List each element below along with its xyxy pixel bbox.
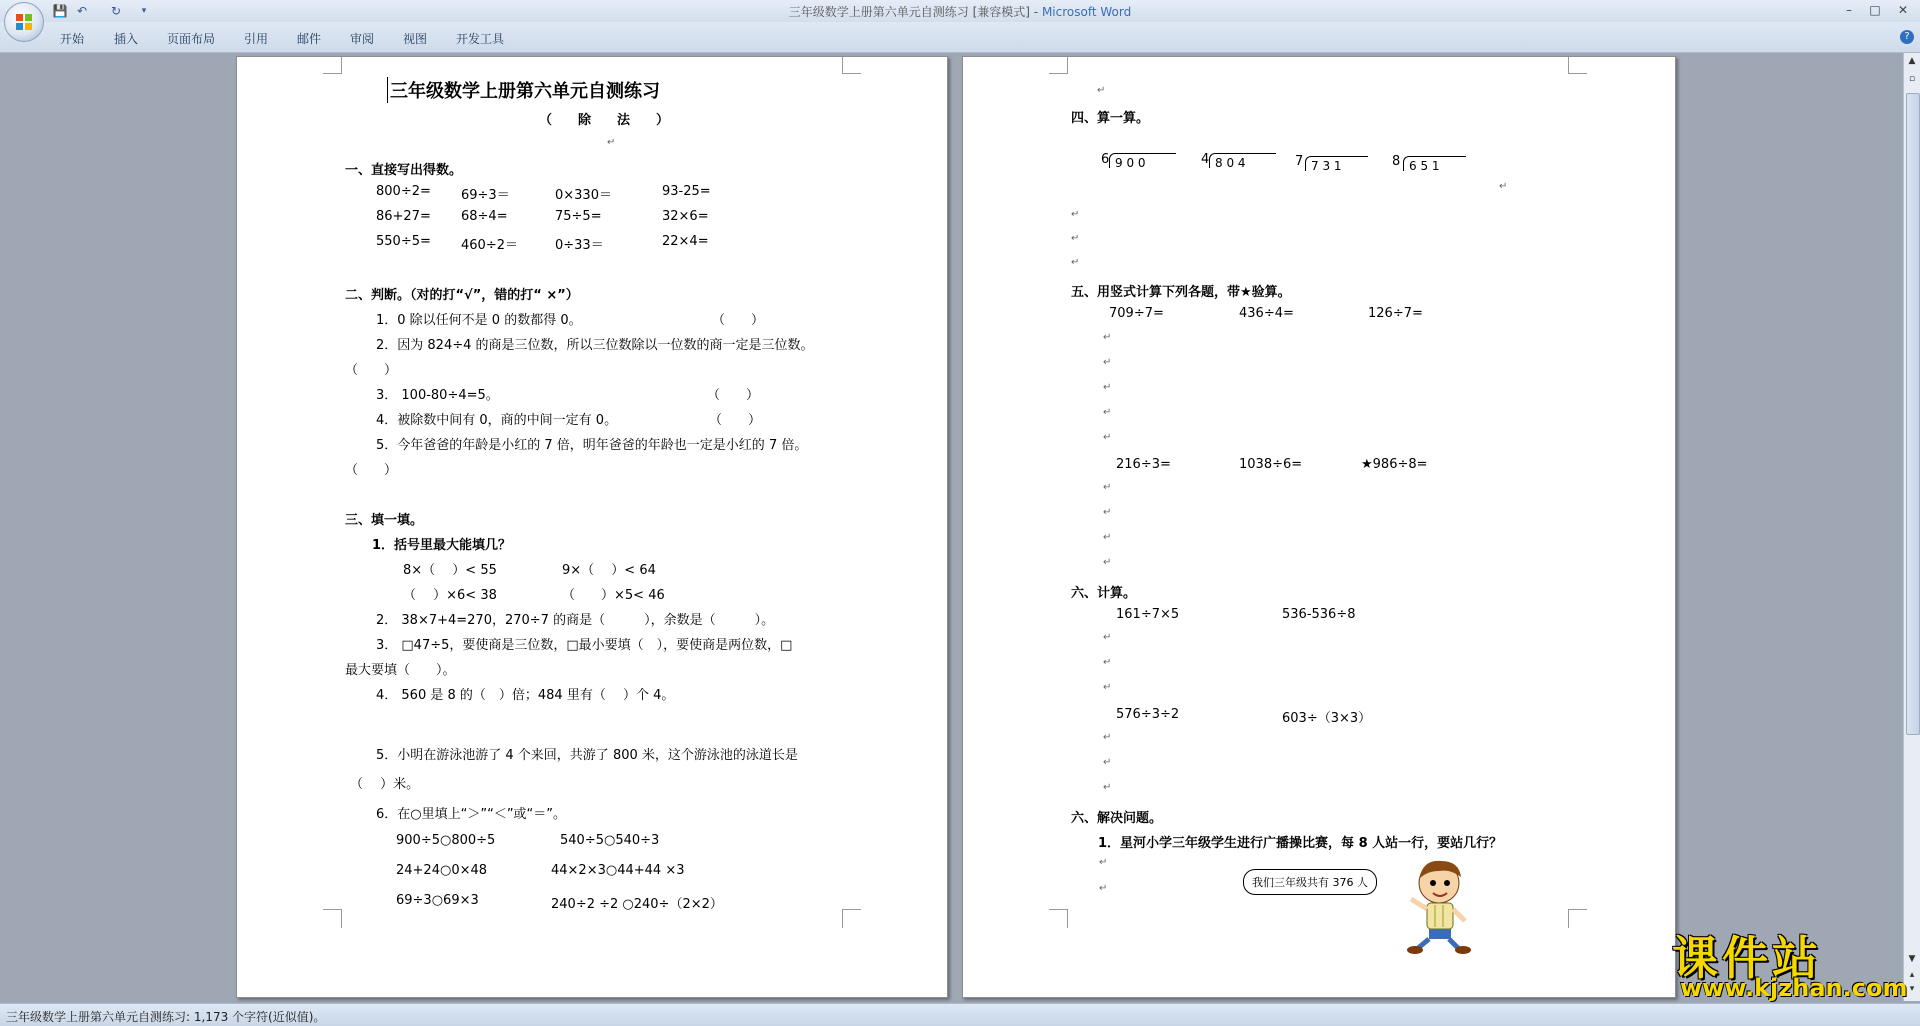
fill-question: 2． 38×7+4=270，270÷7 的商是（ ），余数是（ ）。 — [376, 613, 775, 628]
redo-icon[interactable]: ↻ — [110, 4, 122, 18]
fill-item: 8×（ ）< 55 — [403, 563, 497, 578]
judge-item: 5．今年爸爸的年龄是小红的 7 倍，明年爸爸的年龄也一定是小红的 7 倍。 — [376, 438, 808, 453]
watermark-logo — [1672, 922, 1908, 1002]
compare-item: 240÷2 ÷2 ○240÷（2×2） — [551, 897, 723, 912]
watermark-title: 课件站 — [1672, 931, 1822, 985]
cartoon-boy-icon — [1403, 855, 1479, 955]
calc-item: 536-536÷8 — [1282, 607, 1356, 622]
compare-item: 44×2×3○44+44 ×3 — [551, 863, 685, 878]
calc-item: 75÷5= — [555, 209, 602, 224]
fill-question: （ ）米。 — [350, 777, 420, 792]
compare-item: 69÷3○69×3 — [396, 893, 479, 908]
judge-item: 3． 100-80÷4=5。 — [376, 388, 499, 403]
calc-item: 86+27= — [376, 209, 431, 224]
ribbon-tabs — [0, 22, 1920, 53]
speech-bubble: 我们三年级共有 376 人 — [1243, 869, 1377, 895]
paragraph-mark: ↵ — [1103, 757, 1112, 768]
office-logo-icon — [15, 13, 33, 31]
next-page-icon[interactable]: ▾ — [1909, 984, 1915, 994]
tab-insert[interactable]: 插入 — [114, 32, 139, 46]
tab-review[interactable]: 审阅 — [350, 32, 375, 46]
crop-mark — [323, 909, 342, 928]
paragraph-mark: ↵ — [1103, 782, 1112, 793]
document-page-1[interactable] — [236, 56, 948, 998]
paragraph-mark: ↵ — [1103, 657, 1112, 668]
fill-question: 6．在○里填上“＞”“＜”或“＝”。 — [376, 807, 567, 822]
tab-home[interactable]: 开始 — [60, 32, 85, 46]
tab-view[interactable]: 视图 — [403, 32, 428, 46]
section-1-heading: 一、直接写出得数。 — [345, 163, 463, 178]
fill-item: （ ）×6< 38 — [403, 588, 497, 603]
paragraph-mark: ↵ — [1099, 883, 1108, 894]
calc-item: 550÷5= — [376, 234, 431, 249]
minimize-icon[interactable]: – — [1846, 3, 1852, 17]
calc-item: 460÷2＝ — [461, 238, 518, 253]
divisor: 4 — [1201, 152, 1210, 167]
compare-item: 900÷5○800÷5 — [396, 833, 496, 848]
calc-item: 576÷3÷2 — [1116, 707, 1180, 722]
divisor: 6 — [1101, 152, 1110, 167]
paragraph-mark: ↵ — [1103, 332, 1112, 343]
status-text: 三年级数学上册第六单元自测练习: 1,173 个字符(近似值)。 — [6, 1010, 326, 1024]
help-icon[interactable]: ? — [1900, 30, 1914, 44]
vertical-calc-item: 436÷4= — [1239, 306, 1294, 321]
paragraph-mark: ↵ — [1499, 181, 1508, 192]
tab-developer[interactable]: 开发工具 — [456, 32, 505, 46]
document-page-2[interactable] — [962, 56, 1676, 998]
fill-question: 1．括号里最大能填几？ — [372, 538, 512, 553]
crop-mark — [1568, 57, 1587, 74]
calc-item: 603÷（3×3） — [1282, 711, 1372, 726]
answer-bracket[interactable]: （ ） — [345, 363, 398, 378]
answer-bracket[interactable]: （ ） — [345, 463, 398, 478]
fill-question: 4． 560 是 8 的（ ）倍；484 里有（ ）个 4。 — [376, 688, 675, 703]
paragraph-mark: ↵ — [1103, 357, 1112, 368]
vertical-calc-item: 1038÷6= — [1239, 457, 1303, 472]
watermark-url: www.kjzhan.com — [1680, 974, 1908, 1002]
answer-bracket[interactable]: （ ） — [712, 313, 765, 328]
judge-item: 4．被除数中间有 0，商的中间一定有 0。 — [376, 413, 618, 428]
save-icon[interactable]: 💾 — [52, 4, 68, 18]
tab-references[interactable]: 引用 — [244, 32, 269, 46]
section-4-heading: 四、算一算。 — [1071, 111, 1150, 126]
dividend: 9 0 0 — [1115, 156, 1146, 170]
paragraph-mark: ↵ — [1103, 532, 1112, 543]
calc-item: 69÷3＝ — [461, 188, 510, 203]
status-bar — [0, 1003, 1920, 1026]
section-6-heading: 六、计算。 — [1071, 586, 1137, 601]
vertical-calc-item: 126÷7= — [1368, 306, 1423, 321]
restore-icon[interactable]: □ — [1869, 3, 1881, 17]
divisor: 7 — [1295, 154, 1304, 169]
fill-question: 3． □47÷5，要使商是三位数，□最小要填（ ），要使商是两位数，□ — [376, 638, 793, 653]
calc-item: 161÷7×5 — [1116, 607, 1180, 622]
fill-question: 最大要填（ ）。 — [345, 663, 456, 678]
crop-mark — [1049, 57, 1068, 74]
ruler-toggle-icon[interactable]: ▫ — [1908, 74, 1916, 84]
calc-item: 800÷2= — [376, 184, 431, 199]
vertical-calc-item: 216÷3= — [1116, 457, 1171, 472]
compare-item: 24+24○0×48 — [396, 863, 488, 878]
office-button[interactable] — [4, 2, 44, 42]
fill-question: 5．小明在游泳池游了 4 个来回，共游了 800 米，这个游泳池的泳道长是 — [376, 748, 798, 763]
fill-item: （ ）×5< 46 — [562, 588, 665, 603]
judge-item: 2．因为 824÷4 的商是三位数，所以三位数除以一位数的商一定是三位数。 — [376, 338, 814, 353]
paragraph-mark: ↵ — [1103, 632, 1112, 643]
crop-mark — [842, 57, 861, 74]
window-title: 三年级数学上册第六单元自测练习 [兼容模式] - Microsoft Word — [788, 5, 1132, 19]
paragraph-mark: ↵ — [1103, 557, 1112, 568]
answer-bracket[interactable]: （ ） — [707, 388, 760, 403]
paragraph-mark: ↵ — [1103, 382, 1112, 393]
scroll-down-icon[interactable]: ▼ — [1908, 954, 1916, 964]
scrollbar-thumb[interactable] — [1906, 93, 1920, 735]
crop-mark — [1568, 909, 1587, 928]
section-3-heading: 三、填一填。 — [345, 513, 424, 528]
vertical-calc-item: 709÷7= — [1109, 306, 1164, 321]
divisor: 8 — [1392, 154, 1401, 169]
paragraph-mark: ↵ — [1103, 432, 1112, 443]
tab-page-layout[interactable]: 页面布局 — [167, 32, 216, 46]
fill-item: 9×（ ）< 64 — [562, 563, 656, 578]
calc-item: 93-25= — [662, 184, 711, 199]
dividend: 7 3 1 — [1311, 159, 1342, 173]
tab-mailings[interactable]: 邮件 — [297, 32, 322, 46]
paragraph-mark: ↵ — [1099, 857, 1108, 868]
judge-item: 1．0 除以任何不是 0 的数都得 0。 — [376, 313, 582, 328]
paragraph-mark: ↵ — [1103, 732, 1112, 743]
section-7-heading: 六、解决问题。 — [1071, 811, 1163, 826]
paragraph-mark: ↵ — [1103, 682, 1112, 693]
calc-item: 32×6= — [662, 209, 709, 224]
paragraph-mark: ↵ — [1071, 209, 1080, 220]
calc-item: 68÷4= — [461, 209, 508, 224]
vertical-scrollbar[interactable] — [1903, 53, 1920, 1001]
scroll-up-icon[interactable]: ▲ — [1908, 56, 1916, 66]
section-2-heading: 二、判断。（对的打“√”，错的打“ ×”） — [345, 288, 579, 303]
answer-bracket[interactable]: （ ） — [709, 413, 762, 428]
page-title[interactable]: 三年级数学上册第六单元自测练习 — [387, 77, 660, 103]
calc-item: 0×330＝ — [555, 188, 612, 203]
page-subtitle: （ 除 法 ） — [539, 113, 670, 128]
paragraph-mark: ↵ — [1071, 257, 1080, 268]
paragraph-mark: ↵ — [1071, 233, 1080, 244]
compare-item: 540÷5○540÷3 — [560, 833, 660, 848]
vertical-calc-item: ★986÷8= — [1361, 457, 1428, 472]
close-icon[interactable]: ✕ — [1897, 3, 1909, 17]
undo-icon[interactable]: ↶ — [76, 4, 88, 18]
crop-mark — [1049, 909, 1068, 928]
paragraph-mark: ↵ — [1103, 507, 1112, 518]
crop-mark — [323, 57, 342, 74]
paragraph-mark: ↵ — [1103, 407, 1112, 418]
word-problem: 1．星河小学三年级学生进行广播操比赛，每 8 人站一行，要站几行？ — [1098, 836, 1503, 851]
paragraph-mark: ↵ — [1103, 482, 1112, 493]
app-name: Microsoft Word — [1041, 5, 1132, 19]
crop-mark — [842, 909, 861, 928]
title-bar — [0, 0, 1920, 23]
customize-qat-icon[interactable]: ▾ — [141, 6, 147, 16]
paragraph-mark: ↵ — [607, 137, 616, 148]
previous-page-icon[interactable]: ▴ — [1909, 970, 1915, 980]
calc-item: 22×4= — [662, 234, 709, 249]
calc-item: 0÷33＝ — [555, 238, 604, 253]
dividend: 8 0 4 — [1215, 156, 1246, 170]
section-5-heading: 五、用竖式计算下列各题，带★验算。 — [1071, 285, 1291, 300]
paragraph-mark: ↵ — [1097, 85, 1106, 96]
dividend: 6 5 1 — [1409, 159, 1440, 173]
